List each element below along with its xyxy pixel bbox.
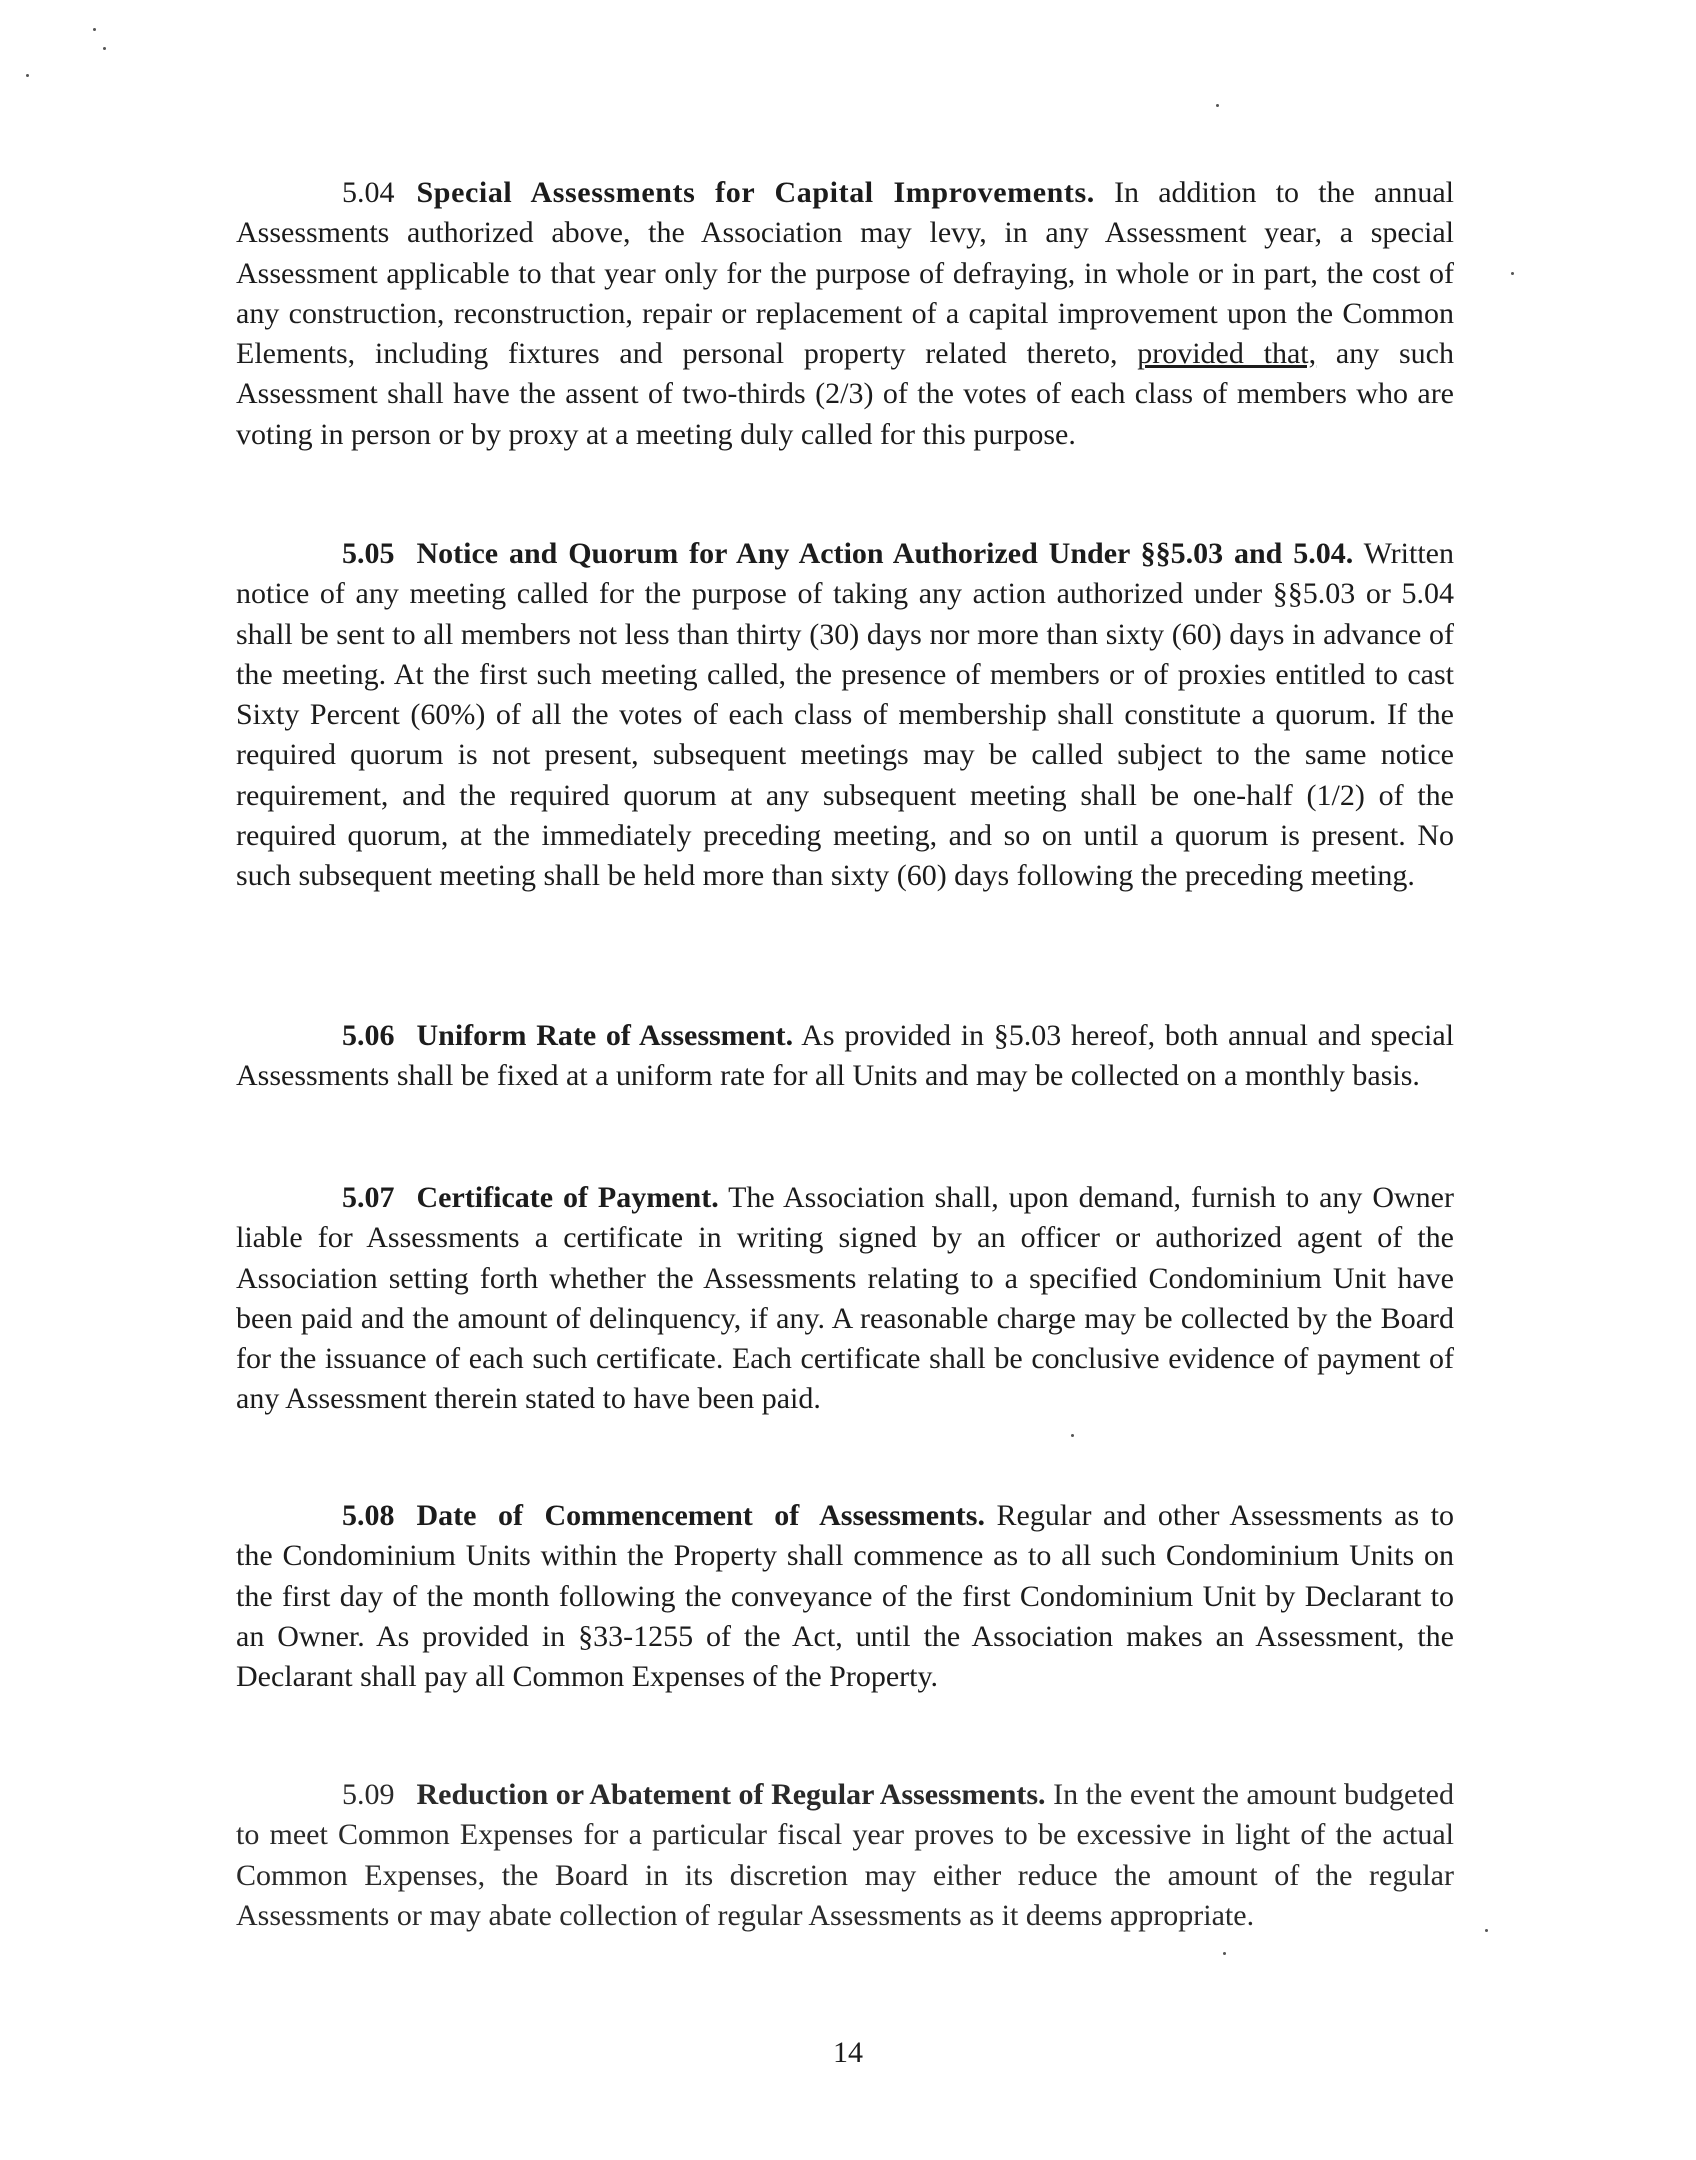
scan-speck [103, 47, 106, 50]
section-title: Reduction or Abatement of Regular Assessments. [416, 1778, 1046, 1811]
section-number: 5.05 [342, 537, 395, 570]
scan-speck [93, 28, 96, 31]
section-number: 5.04 [342, 176, 395, 209]
section-number: 5.08 [342, 1499, 395, 1532]
section-5-07 [236, 1178, 1454, 1420]
section-body-continued: any such Assessment shall have the assent of two-thirds (2/3) of the votes of each class of members who are voting in person or by proxy at a meeting duly called for this purpose. [236, 337, 1454, 451]
section-body: In addition to the annual Assessments authorized above, the Association may levy, in any Assessment year, a special Assessment applicable to that year only for the purpose of defraying, in whole or in part, the cost of any construction, reconstruction, repair or replacement of a capital improvement upon the Common Elements, including fixtures and personal property related thereto, [236, 176, 1454, 371]
section-5-04 [236, 173, 1454, 455]
scan-speck [1485, 1929, 1488, 1932]
section-5-05 [236, 534, 1454, 897]
section-title: Special Assessments for Capital Improvements. [416, 176, 1095, 209]
section-body: Regular and other Assessments as to the Condominium Units within the Property shall commence as to all such Condominium Units on the first day of the month following the conveyance of the first Condominium Unit by Declarant to an Owner. As provided in §33-1255 of the Act, until the Association makes an Assessment, the Declarant shall pay all Common Expenses of the Property. [236, 1499, 1455, 1694]
section-body: Written notice of any meeting called for the purpose of taking any action authorized under §§5.03 or 5.04 shall be sent to all members not less than thirty (30) days nor more than sixty (60) days in advance of the meeting. At the first such meeting called, the presence of members or of proxies entitled to cast Sixty Percent (60%) of all the votes of each class of membership shall constitute a quorum. If the required quorum is not present, subsequent meetings may be called subject to the same notice requirement, and the required quorum at any subsequent meeting shall be one-half (1/2) of the required quorum, at the immediately preceding meeting, and so on until a quorum is present. No such subsequent meeting shall be held more than sixty (60) days following the preceding meeting. [236, 537, 1454, 893]
scan-speck [1223, 1952, 1226, 1955]
scan-speck [1511, 272, 1514, 275]
underlined-phrase: provided that, [1137, 337, 1317, 371]
section-title: Notice and Quorum for Any Action Authorized Under §§5.03 and 5.04. [416, 537, 1354, 570]
section-number: 5.09 [342, 1778, 395, 1811]
section-number: 5.07 [342, 1181, 395, 1214]
scan-speck [26, 74, 29, 77]
section-body: In the event the amount budgeted to meet Common Expenses for a particular fiscal year proves to be excessive in light of the actual Common Expenses, the Board in its discretion may either reduce the amount of the regular Assessments or may abate collection of regular Assessments as it deems appropriate. [236, 1778, 1455, 1932]
section-5-08 [236, 1496, 1454, 1697]
section-5-09 [236, 1775, 1454, 1936]
page-number: 14 [833, 2036, 863, 2069]
section-number: 5.06 [342, 1019, 395, 1052]
section-title: Certificate of Payment. [416, 1181, 719, 1214]
section-title: Uniform Rate of Assessment. [416, 1019, 794, 1052]
section-body: As provided in §5.03 hereof, both annual and special Assessments shall be fixed at a uniform rate for all Units and may be collected on a monthly basis. [236, 1019, 1454, 1093]
section-5-06 [236, 1016, 1454, 1097]
section-title: Date of Commencement of Assessments. [416, 1499, 985, 1532]
scan-speck [1071, 1434, 1074, 1437]
section-body: The Association shall, upon demand, furnish to any Owner liable for Assessments a certificate in writing signed by an officer or authorized agent of the Association setting forth whether the Assessments relating to a specified Condominium Unit have been paid and the amount of delinquency, if any. A reasonable charge may be collected by the Board for the issuance of each such certificate. Each certificate shall be conclusive evidence of payment of any Assessment therein stated to have been paid. [236, 1181, 1454, 1416]
scan-speck [1216, 104, 1219, 107]
